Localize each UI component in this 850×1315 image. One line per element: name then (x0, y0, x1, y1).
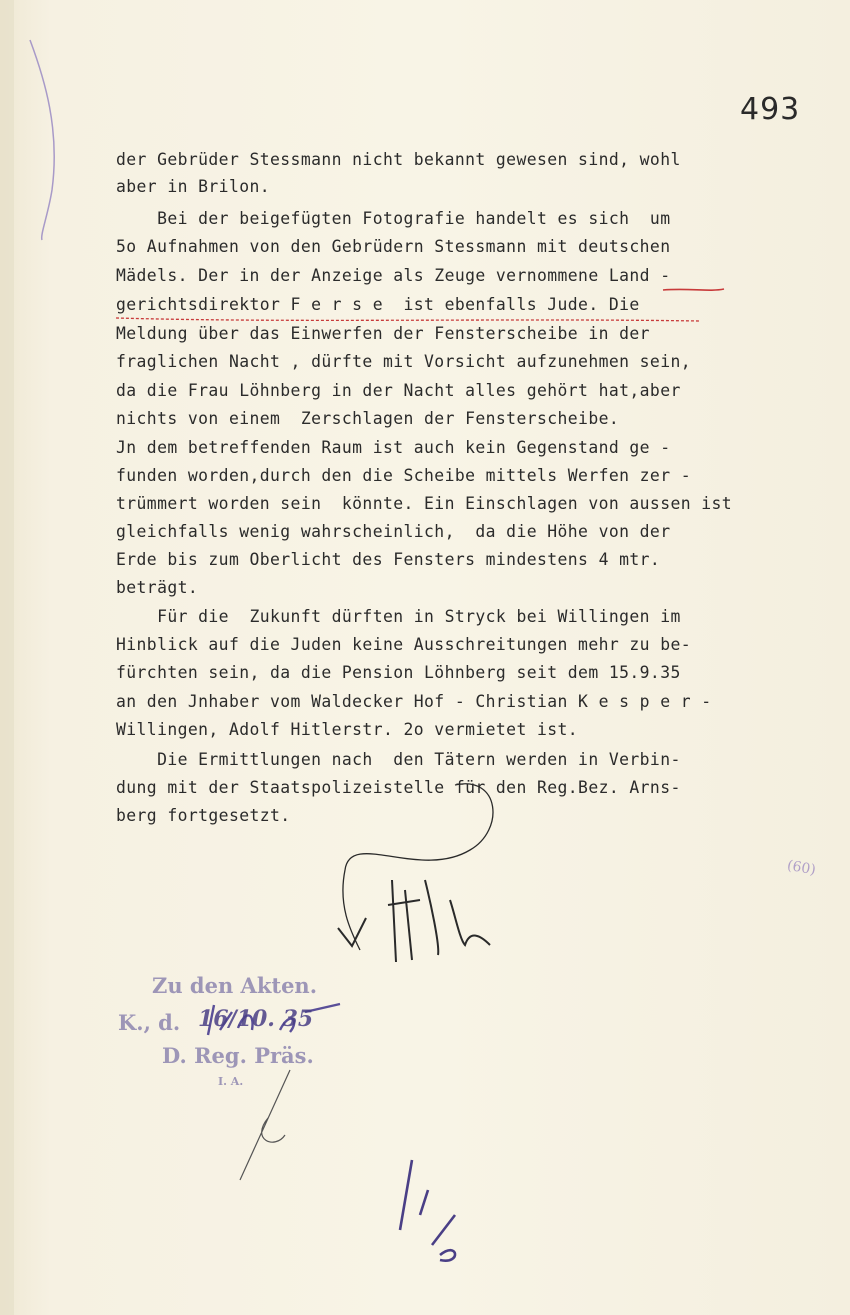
text-line: an den Jnhaber vom Waldecker Hof - Christian K e s p e r - (116, 692, 712, 711)
text-line: Mädels. Der in der Anzeige als Zeuge vernommene Land - (116, 266, 671, 285)
text-line: dung mit der Staatspolizeistelle für den Reg.Bez. Arns- (116, 778, 681, 797)
text-line: gleichfalls wenig wahrscheinlich, da die Höhe von der (116, 522, 671, 541)
text-line: beträgt. (116, 578, 199, 597)
paper-edge-shadow (0, 0, 14, 1315)
text-line: Bei der beigefügten Fotografie handelt es sich um (116, 209, 671, 228)
pencil-initial (240, 1070, 290, 1180)
text-line: Für die Zukunft dürften in Stryck bei Willingen im (116, 607, 681, 626)
red-underline-gerichtsdirektor (116, 318, 700, 321)
text-line: berg fortgesetzt. (116, 806, 291, 825)
text-line: fürchten sein, da die Pension Löhnberg seit dem 15.9.35 (116, 663, 681, 682)
text-line: Hinblick auf die Juden keine Ausschreitungen mehr zu be- (116, 635, 692, 654)
text-line: da die Frau Löhnberg in der Nacht alles gehört hat,aber (116, 381, 681, 400)
stamp-line: I. A. (218, 1075, 244, 1088)
stamp-handwritten-date: 16/10. 35 (198, 1006, 314, 1032)
page-number: 493 (740, 92, 801, 127)
stamp-line: K., d. (118, 1010, 181, 1035)
red-underline-land (663, 289, 724, 290)
signature-loop (343, 784, 493, 950)
text-line: 5o Aufnahmen von den Gebrüdern Stessmann mit deutschen (116, 237, 671, 256)
text-line: nichts von einem Zerschlagen der Fensterscheibe. (116, 409, 620, 428)
text-line: der Gebrüder Stessmann nicht bekannt gewesen sind, wohl (116, 150, 681, 169)
signature-stroke (450, 900, 490, 945)
text-line: funden worden,durch den die Scheibe mittels Werfen zer - (116, 466, 692, 485)
signature-stroke (388, 880, 438, 962)
text-line: trümmert worden sein könnte. Ein Einschlagen von aussen ist (116, 494, 733, 513)
margin-pencil-mark (30, 40, 54, 240)
margin-note: (60) (785, 857, 817, 879)
text-line: Die Ermittlungen nach den Tätern werden in Verbin- (116, 750, 681, 769)
text-line: Meldung über das Einwerfen der Fensterscheibe in der (116, 324, 650, 343)
text-line: Willingen, Adolf Hitlerstr. 2o vermietet ist. (116, 720, 579, 739)
text-line: fraglichen Nacht , dürfte mit Vorsicht aufzunehmen sein, (116, 352, 692, 371)
stamp-line: D. Reg. Präs. (162, 1043, 314, 1068)
purple-initials (400, 1160, 455, 1261)
text-line: Erde bis zum Oberlicht des Fensters mindestens 4 mtr. (116, 550, 661, 569)
stamp-line: Zu den Akten. (152, 973, 318, 998)
text-line: gerichtsdirektor F e r s e ist ebenfalls Jude. Die (116, 295, 640, 314)
text-line: aber in Brilon. (116, 177, 271, 196)
text-line: Jn dem betreffenden Raum ist auch kein Gegenstand ge - (116, 438, 671, 457)
